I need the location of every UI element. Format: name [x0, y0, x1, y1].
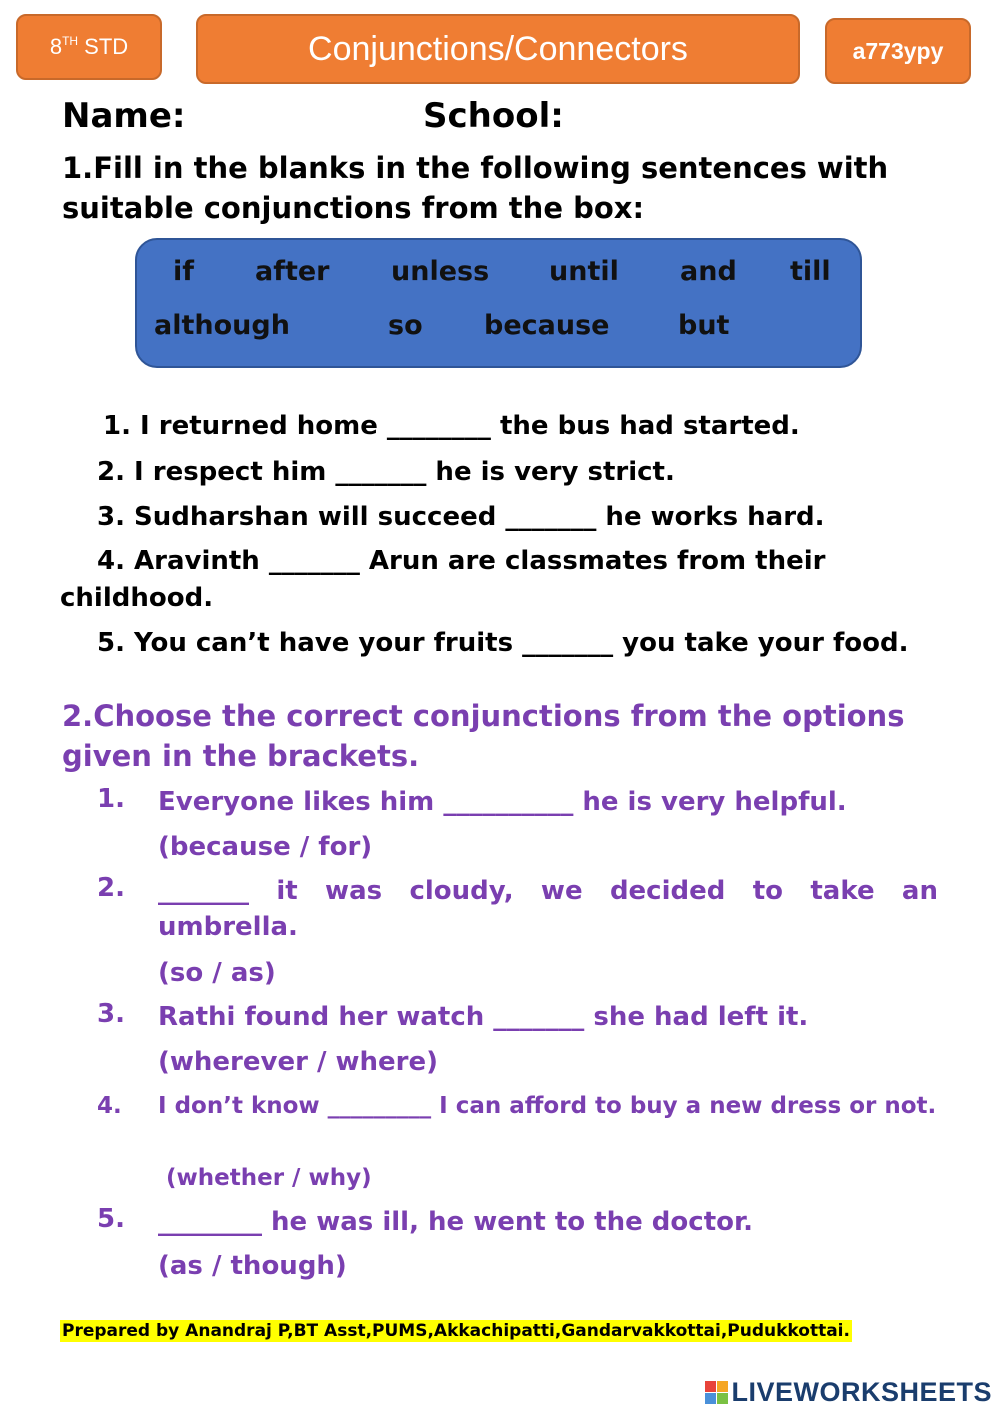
word-box [135, 238, 862, 368]
s2-item-5-options: (as / though) [158, 1251, 347, 1281]
worksheet-title: Conjunctions/Connectors [196, 14, 800, 84]
s2-item-3-number: 3. [97, 999, 125, 1029]
word-until: until [549, 256, 619, 287]
section1-heading: 1.Fill in the blanks in the following sentences with suitable conjunctions from the box: [62, 151, 889, 225]
grade-number: 8 [49, 34, 63, 59]
liveworksheets-brand[interactable] [705, 1377, 992, 1408]
word-but: but [678, 310, 730, 341]
word-although: although [154, 310, 290, 341]
s2-item-3-text: Rathi found her watch _______ she had left it. [158, 1002, 809, 1032]
s1-sentence-3: 3. Sudharshan will succeed _______ he works hard. [97, 502, 825, 532]
credit-line: Prepared by Anandraj P,BT Asst,PUMS,Akkachipatti,Gandarvakkottai,Pudukkottai. [62, 1321, 850, 1341]
s2-item-1-number: 1. [97, 784, 125, 814]
name-label: Name: [62, 96, 186, 136]
word-if: if [173, 256, 195, 287]
s2-item-1-text: Everyone likes him __________ he is very helpful. [158, 787, 847, 817]
school-label: School: [423, 96, 564, 136]
brand-name: LIVEWORKSHEETS [731, 1377, 992, 1407]
s2-item-1-options: (because / for) [158, 832, 373, 862]
section2-heading: 2.Choose the correct conjunctions from the options given in the brackets. [62, 699, 905, 773]
word-and: and [680, 256, 737, 287]
s2-item-3-options: (wherever / where) [158, 1047, 439, 1077]
s2-item-2-number: 2. [97, 873, 125, 903]
s2-item-5-text: ________ he was ill, he went to the doctor. [158, 1207, 753, 1237]
s2-item-4-options: (whether / why) [158, 1165, 372, 1191]
word-after: after [255, 256, 330, 287]
grade-superscript: TH [62, 34, 79, 48]
s2-item-2-options: (so / as) [158, 958, 276, 988]
word-unless: unless [391, 256, 490, 287]
s2-item-2-text: _______ it was cloudy, we decided to take an umbrella. [158, 876, 938, 942]
grade-suffix: STD [78, 34, 129, 59]
s1-sentence-1: 1. I returned home ________ the bus had started. [103, 411, 800, 441]
word-so: so [388, 310, 423, 341]
s2-item-4-number: 4. [97, 1093, 122, 1119]
s1-sentence-2: 2. I respect him _______ he is very strict. [97, 457, 675, 487]
s2-item-4-text: I don’t know _________ I can afford to buy a new dress or not. [158, 1093, 937, 1119]
s2-item-5-number: 5. [97, 1204, 125, 1234]
word-till: till [790, 256, 831, 287]
s1-sentence-5: 5. You can’t have your fruits _______ you take your food. [97, 628, 909, 658]
word-because: because [484, 310, 610, 341]
liveworksheets-logo-icon [705, 1381, 728, 1404]
worksheet-code: a773ypy [825, 18, 971, 84]
s1-sentence-4-cont: childhood. [60, 583, 214, 613]
s1-sentence-4: 4. Aravinth _______ Arun are classmates from their [97, 546, 826, 576]
grade-tag [16, 14, 162, 80]
